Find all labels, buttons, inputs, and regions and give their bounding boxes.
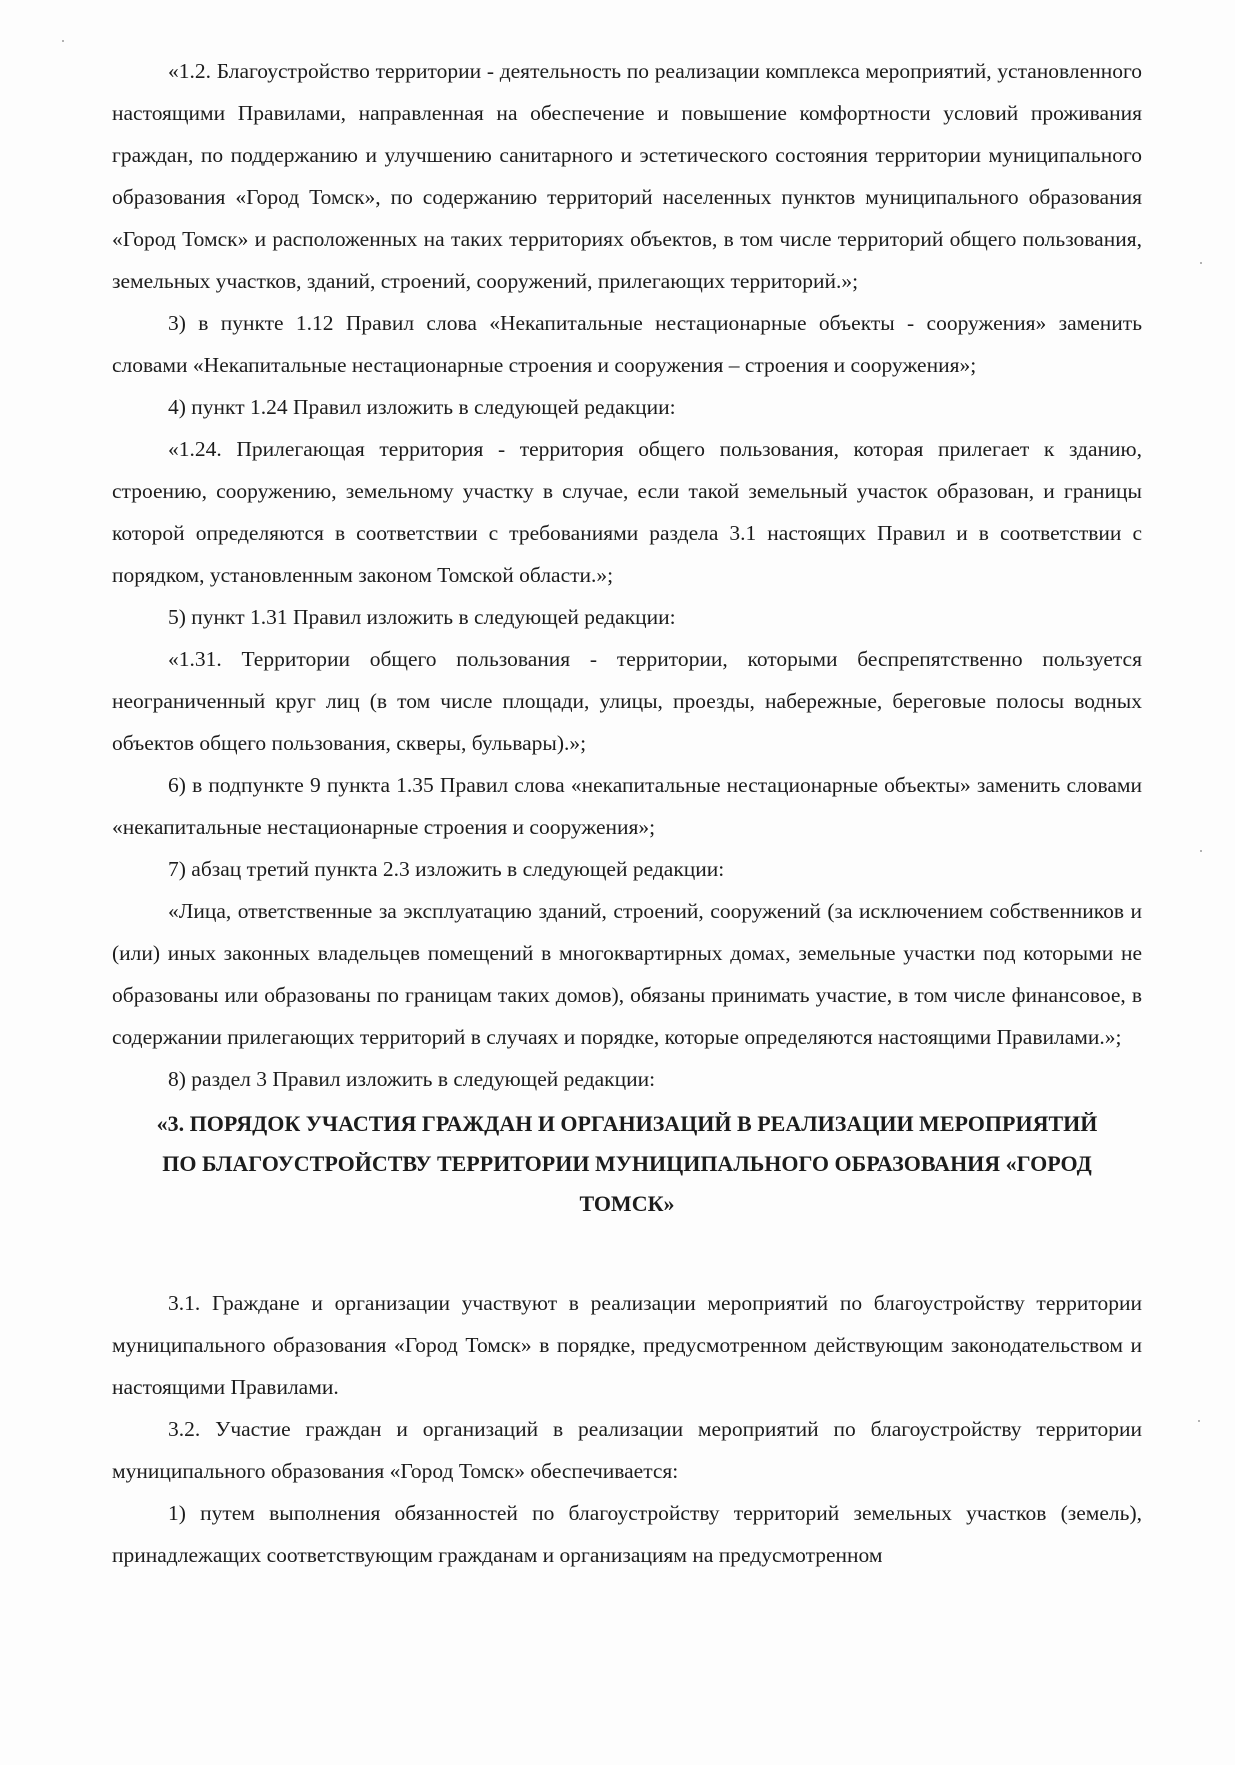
paragraph-item-3: 3) в пункте 1.12 Правил слова «Некапитальные нестационарные объекты - сооружения» заменить словами «Некапитальные нестационарные строения и сооружения – строения и сооружения»;	[112, 311, 1142, 377]
scan-speck	[1200, 262, 1202, 264]
paragraph-3-2: 3.2. Участие граждан и организаций в реализации мероприятий по благоустройству территории муниципального образования «Город Томск» обеспечивается:	[112, 1417, 1142, 1483]
paragraph-item-4: 4) пункт 1.24 Правил изложить в следующей редакции:	[168, 395, 676, 419]
paragraph-item-6: 6) в подпункте 9 пункта 1.35 Правил слова «некапитальные нестационарные объекты» заменить словами «некапитальные нестационарные строения и сооружения»;	[112, 773, 1142, 839]
paragraph-item-5: 5) пункт 1.31 Правил изложить в следующей редакции:	[168, 605, 676, 629]
section-spacer	[112, 1224, 1142, 1282]
paragraph-1-2-definition: «1.2. Благоустройство территории - деятельность по реализации комплекса мероприятий, установленного настоящими Правилами, направленная на обеспечение и повышение комфортности условий проживания граждан, по поддержанию и улучшению санитарного и эстетического состояния территории муниципального образования «Город Томск», по содержанию территорий населенных пунктов муниципального образования «Город Томск» и расположенных на таких территориях объектов, в том числе территорий общего пользования, земельных участков, зданий, строений, сооружений, прилегающих территорий.»;	[112, 59, 1142, 293]
document-body	[112, 50, 1142, 1576]
paragraph-item-7: 7) абзац третий пункта 2.3 изложить в следующей редакции:	[168, 857, 725, 881]
paragraph-3-2-item-1: 1) путем выполнения обязанностей по благоустройству территорий земельных участков (земель), принадлежащих соответствующим гражданам и организациям на предусмотренном	[112, 1501, 1142, 1567]
paragraph-2-3-text: «Лица, ответственные за эксплуатацию зданий, строений, сооружений (за исключением собственников и (или) иных законных владельцев помещений в многоквартирных домах, земельные участки под которыми не образованы или образованы по границам таких домов), обязаны принимать участие, в том числе финансовое, в содержании прилегающих территорий в случаях и порядке, которые определяются настоящими Правилами.»;	[112, 899, 1142, 1049]
paragraph-item-8: 8) раздел 3 Правил изложить в следующей редакции:	[168, 1067, 656, 1091]
paragraph-3-1: 3.1. Граждане и организации участвуют в реализации мероприятий по благоустройству территории муниципального образования «Город Томск» в порядке, предусмотренном действующим законодательством и настоящими Правилами.	[112, 1291, 1142, 1399]
section-heading: «3. ПОРЯДОК УЧАСТИЯ ГРАЖДАН И ОРГАНИЗАЦИЙ В РЕАЛИЗАЦИИ МЕРОПРИЯТИЙ ПО БЛАГОУСТРОЙСТВУ ТЕРРИТОРИИ МУНИЦИПАЛЬНОГО ОБРАЗОВАНИЯ «ГОРОД ТОМСК»	[156, 1111, 1098, 1216]
paragraph-1-24-definition: «1.24. Прилегающая территория - территория общего пользования, которая прилегает к зданию, строению, сооружению, земельному участку в случае, если такой земельный участок образован, и границы которой определяются в соответствии с требованиями раздела 3.1 настоящих Правил и в соответствии с порядком, установленным законом Томской области.»;	[112, 437, 1142, 587]
scan-speck	[1200, 850, 1202, 852]
scan-speck	[62, 40, 64, 42]
paragraph-1-31-definition: «1.31. Территории общего пользования - территории, которыми беспрепятственно пользуется неограниченный круг лиц (в том числе площади, улицы, проезды, набережные, береговые полосы водных объектов общего пользования, скверы, бульвары).»;	[112, 647, 1142, 755]
scan-speck	[1198, 1420, 1200, 1422]
